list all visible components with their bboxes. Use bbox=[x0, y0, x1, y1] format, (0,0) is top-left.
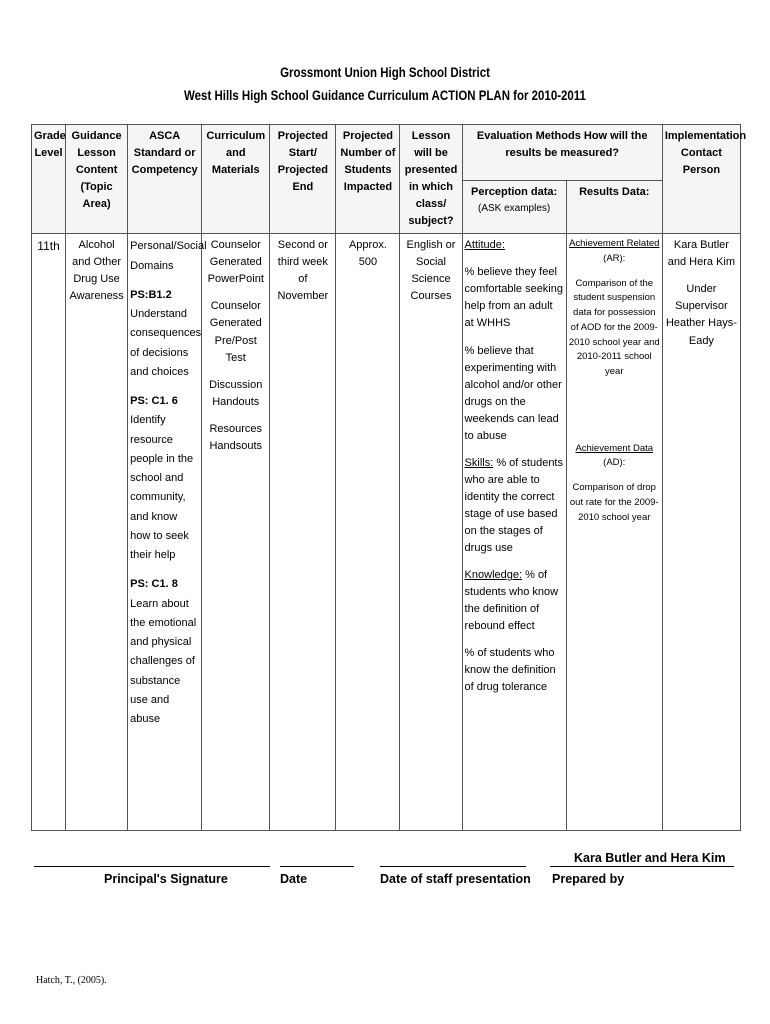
attitude-label: Attitude: bbox=[464, 239, 505, 252]
perception-label: Perception data: bbox=[471, 186, 558, 199]
curriculum-item: Discussion Handouts bbox=[209, 378, 263, 408]
ar-title: Achievement Related bbox=[569, 238, 660, 250]
knowledge-label: Knowledge: bbox=[464, 569, 523, 582]
asca-text: Learn about the emotional and physical challenges of substance use and abuse bbox=[130, 597, 197, 726]
cell-curriculum bbox=[202, 234, 270, 831]
principal-signature-line bbox=[34, 866, 270, 867]
curriculum-item: Counselor Generated Pre/Post Test bbox=[209, 300, 262, 364]
cell-perception bbox=[462, 234, 566, 831]
header-asca: ASCA Standard or Competency bbox=[128, 125, 202, 234]
staff-date-label: Date of staff presentation bbox=[380, 872, 531, 886]
curriculum-item: Resources Handsouts bbox=[209, 422, 263, 452]
cell-results bbox=[566, 234, 662, 831]
curriculum-item: Counselor Generated PowerPoint bbox=[207, 239, 264, 286]
action-plan-table bbox=[31, 124, 747, 831]
knowledge-item: % of students who know the definition of drug tolerance bbox=[464, 647, 556, 694]
ad-title: Achievement Data bbox=[575, 442, 654, 454]
table-row bbox=[32, 234, 741, 831]
asca-code: PS: C1. 8 bbox=[130, 578, 178, 591]
asca-code: PS:B1.2 bbox=[130, 288, 172, 301]
header-content: Guidance Lesson Content (Topic Area) bbox=[66, 125, 128, 234]
skills-item bbox=[465, 455, 564, 557]
asca-text: Identify resource people in the school and community, and know how to seek their help bbox=[130, 414, 194, 562]
prepared-name: Kara Butler and Hera Kim bbox=[574, 851, 726, 865]
cell-content: Alcohol and Other Drug Use Awareness bbox=[66, 234, 128, 831]
header-contact: Implementation Contact Person bbox=[662, 125, 740, 234]
date-label: Date bbox=[280, 872, 308, 886]
header-students: Projected Number of Students Impacted bbox=[336, 125, 400, 234]
district-title: Grossmont Union High School District bbox=[280, 64, 490, 80]
header-results: Results Data: bbox=[566, 181, 662, 234]
header-evaluation: Evaluation Methods How will the results be measured? bbox=[462, 125, 662, 181]
cell-contact bbox=[662, 234, 740, 831]
date-line bbox=[280, 866, 354, 867]
skills-label: Skills: bbox=[464, 456, 494, 469]
prepared-by-line bbox=[550, 866, 734, 867]
cell-grade: 11th bbox=[32, 234, 66, 831]
header-lesson: Lesson will be presented in which class/ subject? bbox=[400, 125, 462, 234]
cell-lesson: English or Social Science Courses bbox=[400, 234, 462, 831]
prepared-by-label: Prepared by bbox=[552, 872, 625, 886]
ad-code: (AD): bbox=[603, 457, 626, 469]
ad-text: Comparison of drop out rate for the 2009-2010 school year bbox=[569, 482, 659, 523]
header-curriculum: Curriculum and Materials bbox=[202, 125, 270, 234]
header-grade: Grade Level bbox=[32, 125, 66, 234]
attitude-item: % believe that experimenting with alcohol and/or other drugs on the weekends can lead to abuse bbox=[464, 344, 562, 442]
header-perception bbox=[462, 181, 566, 234]
header-projected: Projected Start/ Projected End bbox=[270, 125, 336, 234]
asca-text: Understand consequences of decisions and choices bbox=[130, 308, 202, 378]
knowledge-item bbox=[465, 567, 564, 635]
skills-text: % of students who are able to identity the correct stage of use based on the stages of drugs use bbox=[464, 456, 563, 555]
plan-title: West Hills High School Guidance Curriculum ACTION PLAN for 2010-2011 bbox=[184, 87, 586, 103]
cell-asca bbox=[128, 234, 207, 831]
staff-date-line bbox=[380, 866, 526, 867]
asca-code: PS: C1. 6 bbox=[130, 395, 178, 408]
contact-supervisor: Under Supervisor Heather Hays-Eady bbox=[665, 283, 737, 347]
perception-sublabel: (ASK examples) bbox=[477, 203, 551, 215]
principal-signature-label: Principal's Signature bbox=[104, 872, 228, 886]
footer-citation: Hatch, T., (2005). bbox=[36, 975, 107, 986]
attitude-item: % believe they feel comfortable seeking help from an adult at WHHS bbox=[464, 266, 563, 330]
cell-students: Approx. 500 bbox=[336, 234, 400, 831]
contact-names: Kara Butler and Hera Kim bbox=[667, 239, 736, 269]
cell-projected: Second or third week of November bbox=[270, 234, 336, 831]
asca-domain: Personal/Social Domains bbox=[130, 240, 207, 272]
ar-code: (AR): bbox=[603, 253, 626, 264]
knowledge-text: % of students who know the definition of rebound effect bbox=[464, 569, 559, 633]
ar-text: Comparison of the student suspension data for possession of AOD for the 2009-2010 school year and 2010-2011 school year bbox=[568, 277, 660, 378]
